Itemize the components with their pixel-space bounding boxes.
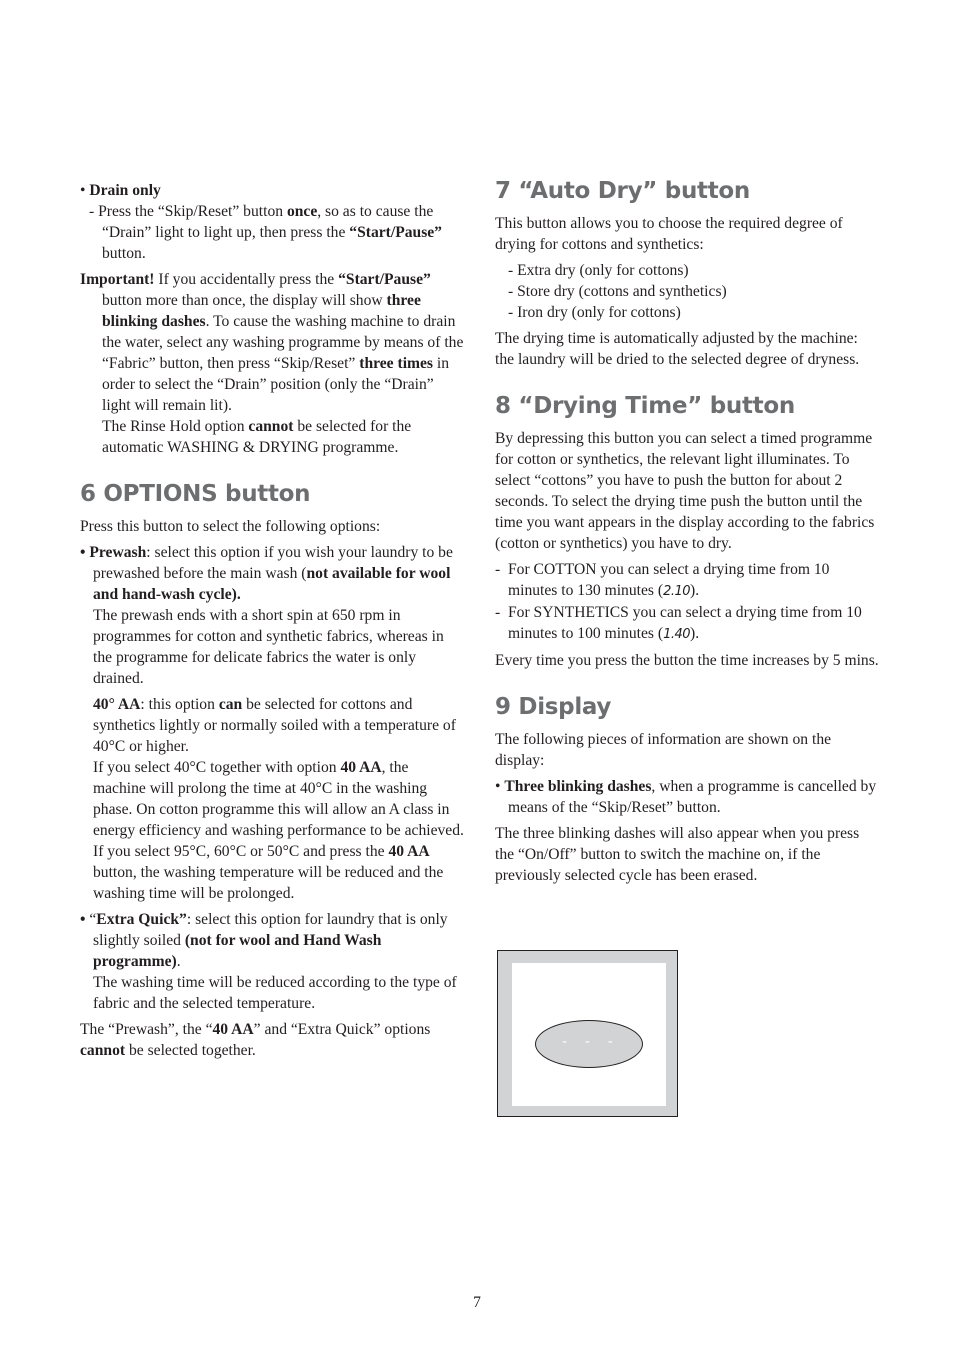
extra-quick-text: • “Extra Quick”: select this option for laundry that is only slightly soiled (not for wool and Hand Wash programme).: [80, 911, 448, 970]
page-number: 7: [473, 1294, 481, 1311]
drying-time-heading: 8 “Drying Time” button: [495, 393, 795, 419]
40aa-detail-1: If you select 40°C together with option 40 AA, the machine will prolong the time at 40°C in the washing phase. On cotton programme this will allow an A class in energy efficiency and washing performance to be achieved.: [93, 759, 464, 839]
display-illustration: [497, 950, 678, 1117]
drain-only-title: • Drain only: [80, 182, 161, 199]
extra-quick-details: The washing time will be reduced according to the type of fabric and the selected temperature.: [93, 974, 457, 1012]
auto-dry-item: - Iron dry (only for cottons): [508, 304, 681, 321]
auto-dry-after: The drying time is automatically adjusted by the machine: the laundry will be dried to the selected degree of dryness.: [495, 330, 860, 368]
prewash-text: • Prewash: select this option if you wish your laundry to be prewashed before the main wash (not available for wool and hand-wash cycle).: [80, 544, 453, 603]
40aa-detail-2: If you select 95°C, 60°C or 50°C and press the 40 AA button, the washing temperature will be reduced and the washing time will be prolonged.: [93, 843, 444, 902]
options-heading: 6 OPTIONS button: [80, 481, 311, 507]
auto-dry-heading: 7 “Auto Dry” button: [495, 178, 750, 204]
display-intro: The following pieces of information are shown on the display:: [495, 731, 832, 769]
display-after: The three blinking dashes will also appear when you press the “On/Off” button to switch the machine on, if the previously selected cycle has been erased.: [495, 825, 860, 884]
extra-quick-item: [80, 909, 465, 1014]
prewash-item: [80, 542, 465, 689]
important-note: [80, 269, 465, 458]
40aa-item: [80, 694, 465, 904]
three-dashes-item: • Three blinking dashes, when a programme is cancelled by means of the “Skip/Reset” button.: [495, 778, 877, 816]
lcd-readout-cotton: 2.10: [663, 584, 691, 599]
options-final-note: The “Prewash”, the “40 AA” and “Extra Quick” options cannot be selected together.: [80, 1021, 431, 1059]
rinse-hold-note: The Rinse Hold option cannot be selected for the automatic WASHING & DRYING programme.: [102, 418, 412, 456]
auto-dry-item: - Extra dry (only for cottons): [508, 262, 689, 279]
display-screen: [512, 963, 666, 1106]
lcd-readout-synthetics: 1.40: [663, 627, 691, 642]
drying-time-cotton: - For COTTON you can select a drying time from 10 minutes to 130 minutes (2.10).: [495, 561, 830, 599]
display-oval-readout: - - -: [535, 1020, 643, 1068]
drying-time-synthetics: - For SYNTHETICS you can select a drying time from 10 minutes to 100 minutes (1.40).: [495, 604, 862, 642]
auto-dry-item: - Store dry (cottons and synthetics): [508, 283, 727, 300]
auto-dry-intro: This button allows you to choose the required degree of drying for cottons and synthetics:: [495, 215, 843, 253]
drain-only-section: [80, 180, 465, 264]
auto-dry-list: [495, 260, 880, 323]
right-column: [495, 177, 880, 891]
40aa-text: 40° AA: this option can be selected for cottons and synthetics lightly or normally soiled with a temperature of 40°C or higher.: [93, 696, 456, 755]
options-intro: Press this button to select the following options:: [80, 518, 381, 535]
drain-only-text: - Press the “Skip/Reset” button once, so as to cause the “Drain” light to light up, then press the “Start/Pause” button.: [89, 203, 442, 262]
drying-time-intro: By depressing this button you can select a timed programme for cotton or synthetics, the relevant light illuminates. To select “cottons” you have to push the button for about 2 seconds. To select the drying time push the button until the time you want appears in the display according to the fabrics (cotton or synthetics) you have to dry.: [495, 430, 875, 552]
prewash-details: The prewash ends with a short spin at 650 rpm in programmes for cotton and synthetic fabrics, whereas in the programme for delicate fabrics the water is only drained.: [93, 607, 444, 687]
left-column: [80, 180, 465, 1066]
drying-time-after: Every time you press the button the time increases by 5 mins.: [495, 652, 879, 669]
important-paragraph: Important! If you accidentally press the “Start/Pause” button more than once, the display will show three blinking dashes. To cause the washing machine to drain the water, select any washing programme by means of the “Fabric” button, then press “Skip/Reset” three times in order to select the “Drain” position (only the “Drain” light will remain lit).: [80, 271, 464, 414]
display-heading: 9 Display: [495, 694, 612, 720]
